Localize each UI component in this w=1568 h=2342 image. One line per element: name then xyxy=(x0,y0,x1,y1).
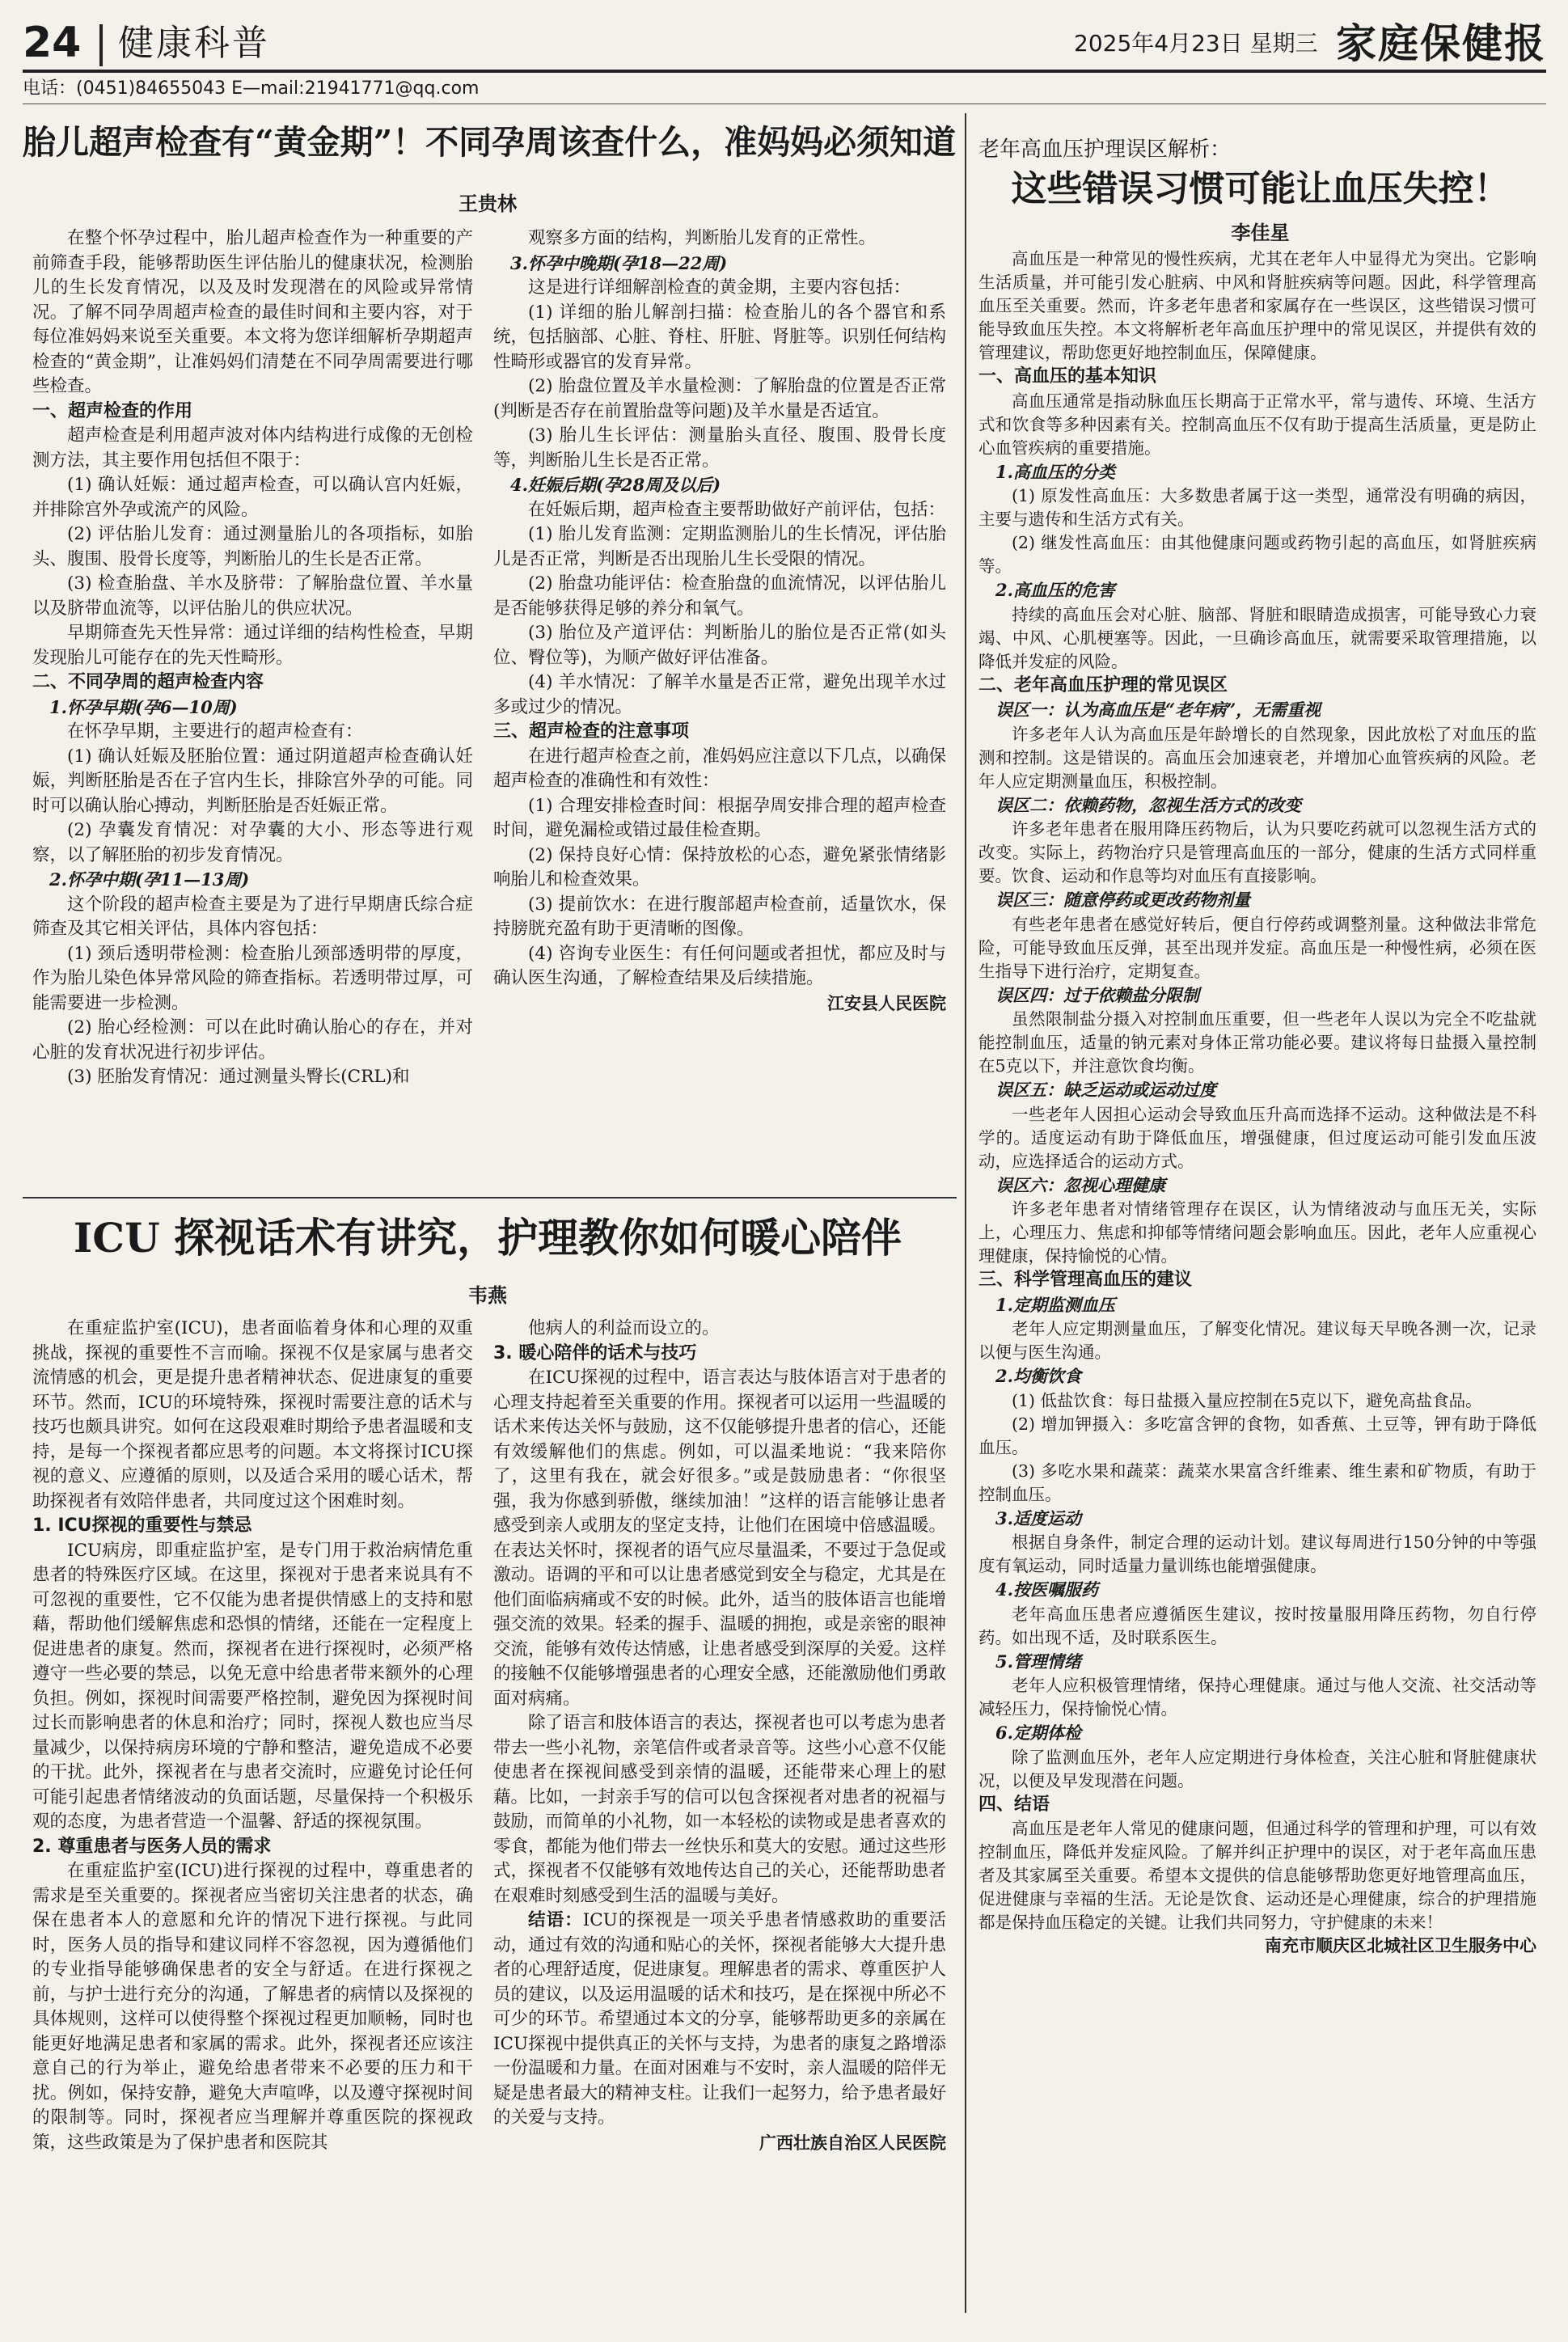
subheading: 2.高血压的危害 xyxy=(995,580,1115,600)
paragraph: 在整个怀孕过程中，胎儿超声检查作为一种重要的产前筛查手段，能够帮助医生评估胎儿的健康状况，检测胎儿的生长发育情况，以及及时发现潜在的风险或异常情况。了解不同孕周超声检查的最佳时间和主要内容，对于每位准妈妈来说至关重要。本文将为您详细解析孕期超声检查的“黄金期”，让准妈妈们清楚在不同孕周需要进行哪些检查。 xyxy=(32,228,473,396)
paragraph: (1) 详细的胎儿解剖扫描：检查胎儿的各个器官和系统，包括脑部、心脏、脊柱、肝脏、肾脏等。识别任何结构性畸形或器官的发育异常。 xyxy=(493,302,946,372)
paragraph: 除了语言和肢体语言的表达，探视者也可以考虑为患者带去一些小礼物，亲笔信件或者录音等。这些小心意不仅能使患者在探视间感受到亲情的温暖，还能带来心理上的慰藉。比如，一封亲手写的信可以包含探视者对患者的祝福与鼓励，而简单的小礼物，如一本轻松的读物或是患者喜欢的零食，都能为他们带去一丝快乐和莫大的安慰。通过这些形式，探视者不仅能够有效地传达自己的关心，还能帮助患者在艰难时刻感受到生活的温暖与美好。 xyxy=(493,1713,946,1906)
section-heading: 一、高血压的基本知识 xyxy=(978,366,1157,387)
subheading: 误区四：过于依赖盐分限制 xyxy=(995,984,1199,1005)
paragraph: (3) 胚胎发育情况：通过测量头臀长(CRL)和 xyxy=(67,1067,410,1087)
paragraph: 根据自身条件，制定合理的运动计划。建议每周进行150分钟的中等强度有氧运动，同时适量力量训练也能增强健康。 xyxy=(978,1532,1536,1575)
paragraph: (1) 颈后透明带检测：检查胎儿颈部透明带的厚度，作为胎儿染色体异常风险的筛查指标。若透明带过厚，可能需要进一步检测。 xyxy=(32,943,473,1013)
article-column xyxy=(493,226,946,1181)
paragraph: (3) 胎位及产道评估：判断胎儿的胎位是否正常(如头位、臀位等)，为顺产做好评估准备。 xyxy=(493,623,946,668)
subheading: 5.管理情绪 xyxy=(995,1651,1081,1672)
conclusion-text: ICU的探视是一项关乎患者情感救助的重要活动，通过有效的沟通和贴心的关怀，探视者能够大大提升患者的心理舒适度，促进康复。理解患者的需求、尊重医护人员的建议，以及运用温暖的话术和技巧，是在探视中所必不可少的环节。希望通过本文的分享，能够帮助更多的亲属在ICU探视中提供真正的关怀与支持，为患者的康复之路增添一份温暖和力量。在面对困难与不安时，亲人温暖的陪伴无疑是患者最大的精神支柱。让我们一起努力，给予患者最好的关爱与支持。 xyxy=(493,1910,946,2128)
paragraph: 许多老年患者在服用降压药物后，认为只要吃药就可以忽视生活方式的改变。实际上，药物治疗只是管理高血压的一部分，健康的生活方式同样重要。饮食、运动和作息等均对血压有直接影响。 xyxy=(978,819,1536,886)
subheading: 4.妊娠后期(孕28周及以后) xyxy=(510,475,721,495)
paragraph: 高血压是一种常见的慢性疾病，尤其在老年人中显得尤为突出。它影响生活质量，并可能引发心脏病、中风和肾脏疾病等问题。因此，科学管理高血压至关重要。然而，许多老年患者和家属存在一些误区，这些错误习惯可能导致血压失控。本文将解析老年高血压护理中的常见误区，并提供有效的管理建议，帮助您更好地控制血压，保障健康。 xyxy=(978,249,1536,362)
masthead-divider xyxy=(99,24,103,66)
newspaper-name: 家庭保健报 xyxy=(1336,19,1546,67)
subheading: 误区一：认为高血压是“老年病”，无需重视 xyxy=(995,700,1321,720)
column-divider xyxy=(965,113,966,2313)
paragraph: (1) 原发性高血压：大多数患者属于这一类型，通常没有明确的病因，主要与遗传和生活方式有关。 xyxy=(978,486,1536,529)
paragraph: 超声检查是利用超声波对体内结构进行成像的无创检测方法，其主要作用包括但不限于： xyxy=(32,425,473,471)
paragraph: 早期筛查先天性异常：通过详细的结构性检查，早期发现胎儿可能存在的先天性畸形。 xyxy=(32,623,473,668)
subheading: 1.高血压的分类 xyxy=(995,461,1115,482)
paragraph: (2) 胎盘位置及羊水量检测：了解胎盘的位置是否正常(判断是否存在前置胎盘等问题)及羊水量是否适宜。 xyxy=(493,376,946,421)
subheading: 2.均衡饮食 xyxy=(995,1366,1081,1386)
contact-line: 电话：(0451)84655043 E—mail:21941771@qq.com xyxy=(23,78,480,99)
paragraph: 一些老年人因担心运动会导致血压升高而选择不运动。这种做法是不科学的。适度运动有助于降低血压，增强健康，但过度运动可能引发血压波动，应选择适合的运动方式。 xyxy=(978,1104,1536,1171)
paragraph: 这是进行详细解剖检查的黄金期，主要内容包括： xyxy=(528,277,911,298)
paragraph: 有些老年患者在感觉好转后，便自行停药或调整剂量。这种做法非常危险，可能导致血压反弹，甚至出现并发症。高血压是一种慢性病，必须在医生指导下进行治疗，定期复查。 xyxy=(978,914,1536,981)
article-column xyxy=(493,1317,946,2319)
masthead-rule xyxy=(23,70,1546,73)
subheading: 误区五：缺乏运动或运动过度 xyxy=(995,1080,1216,1100)
article-title-icu: ICU 探视话术有讲究，护理教你如何暖心陪伴 xyxy=(73,1214,902,1262)
affiliation-signature: 南充市顺庆区北城社区卫生服务中心 xyxy=(1265,1936,1536,1955)
article-author-icu: 韦燕 xyxy=(468,1284,507,1307)
paragraph: 在怀孕早期，主要进行的超声检查有： xyxy=(67,721,363,742)
paragraph: (2) 评估胎儿发育：通过测量胎儿的各项指标，如胎头、腹围、股骨长度等，判断胎儿的生长是否正常。 xyxy=(32,524,473,569)
section-heading: 1. ICU探视的重要性与禁忌 xyxy=(32,1516,252,1536)
subheading: 4.按医嘱服药 xyxy=(995,1579,1098,1600)
paragraph: (2) 胎心经检测：可以在此时确认胎心的存在，并对心脏的发育状况进行初步评估。 xyxy=(32,1017,473,1063)
paragraph: 在进行超声检查之前，准妈妈应注意以下几点，以确保超声检查的准确性和有效性： xyxy=(493,746,946,791)
article-title-ultrasound: 胎儿超声检查有“黄金期”！不同孕周该查什么，准妈妈必须知道 xyxy=(23,123,957,162)
paragraph: (3) 检查胎盘、羊水及脐带：了解胎盘位置、羊水量以及脐带血流等，以评估胎儿的供应状况。 xyxy=(32,573,473,619)
paragraph: 许多老年患者对情绪管理存在误区，认为情绪波动与血压无关，实际上，心理压力、焦虑和抑郁等情绪问题会影响血压。因此，老年人应重视心理健康，保持愉悦的心情。 xyxy=(978,1199,1536,1266)
article-divider xyxy=(23,1197,957,1198)
paragraph: ICU病房，即重症监护室，是专门用于救治病情危重患者的特殊医疗区域。在这里，探视对于患者来说具有不可忽视的重要性，它不仅能为患者提供情感上的支持和慰藉，帮助他们缓解焦虑和恐惧的情绪，还能在一定程度上促进患者的康复。然而，探视者在进行探视时，必须严格遵守一些必要的禁忌，以免无意中给患者带来额外的心理负担。例如，探视时间需要严格控制，避免因为探视时间过长而影响患者的休息和治疗；同时，探视人数也应当尽量减少，以保持病房环境的宁静和整洁，避免造成不必要的干扰。此外，探视者在与患者交流时，应避免讨论任何可能引起患者情绪波动的负面话题，尽量保持一个积极乐观的态度，为患者营造一个温馨、舒适的探视氛围。 xyxy=(32,1540,473,1832)
paragraph: 在妊娠后期，超声检查主要帮助做好产前评估，包括： xyxy=(528,499,946,520)
paragraph: (1) 低盐饮食：每日盐摄入量应控制在5克以下，避免高盐食品。 xyxy=(1012,1390,1482,1410)
paragraph: (2) 增加钾摄入：多吃富含钾的食物，如香蕉、土豆等，钾有助于降低血压。 xyxy=(978,1414,1536,1457)
paragraph: 虽然限制盐分摄入对控制血压重要，但一些老年人误以为完全不吃盐就能控制血压，适量的钠元素对身体正常功能必要。建议将每日盐摄入量控制在5克以下，并注意饮食均衡。 xyxy=(978,1009,1536,1076)
article-author-hypertension: 李佳星 xyxy=(1231,222,1290,244)
paragraph: 老年人应积极管理情绪，保持心理健康。通过与他人交流、社交活动等减轻压力，保持愉悦心情。 xyxy=(978,1676,1536,1718)
conclusion-label: 结语： xyxy=(528,1910,583,1930)
section-heading: 二、老年高血压护理的常见误区 xyxy=(978,674,1228,695)
article-author-ultrasound: 王贵林 xyxy=(459,192,517,215)
article-column xyxy=(978,247,1536,2318)
paragraph: 老年人应定期测量血压，了解变化情况。建议每天早晚各测一次，记录以便与医生沟通。 xyxy=(978,1319,1536,1362)
article-title-hypertension: 这些错误习惯可能让血压失控！ xyxy=(1011,168,1510,209)
article-column xyxy=(32,226,473,1181)
subheading: 3.怀孕中晚期(孕18—22周) xyxy=(510,252,728,273)
paragraph: (1) 确认妊娠及胚胎位置：通过阴道超声检查确认妊娠，判断胚胎是否在子宫内生长，排除宫外孕的可能。同时可以确认胎心搏动，判断胚胎是否妊娠正常。 xyxy=(32,746,473,816)
paragraph: 高血压是老年人常见的健康问题，但通过科学的管理和护理，可以有效控制血压，降低并发症风险。了解并纠正护理中的误区，对于老年高血压患者及其家属至关重要。希望本文提供的信息能够帮助您更好地管理高血压，促进健康与幸福的生活。无论是饮食、运动还是心理健康，综合的护理措施都是保持血压稳定的关键。让我们共同努力，守护健康的未来！ xyxy=(978,1819,1536,1932)
paragraph: 高血压通常是指动脉血压长期高于正常水平，常与遗传、环境、生活方式和饮食等多种因素有关。控制高血压不仅有助于提高生活质量，更是防止心血管疾病的重要措施。 xyxy=(978,391,1536,458)
subheading: 1.定期监测血压 xyxy=(995,1294,1115,1315)
article-column xyxy=(32,1317,473,2319)
affiliation-signature: 广西壮族自治区人民医院 xyxy=(759,2133,946,2153)
paragraph: 持续的高血压会对心脏、脑部、肾脏和眼睛造成损害，可能导致心力衰竭、中风、心肌梗塞等。因此，一旦确诊高血压，就需要采取管理措施，以降低并发症的风险。 xyxy=(978,604,1536,671)
paragraph: (4) 羊水情况：了解羊水量是否正常，避免出现羊水过多或过少的情况。 xyxy=(493,672,946,717)
section-name: 健康科普 xyxy=(118,23,270,64)
paragraph: (2) 胎盘功能评估：检查胎盘的血流情况，以评估胎儿是否能够获得足够的养分和氧气。 xyxy=(493,573,946,619)
paragraph: 在ICU探视的过程中，语言表达与肢体语言对于患者的心理支持起着至关重要的作用。探视者可以运用一些温暖的话术来传达关怀与鼓励，这不仅能够提升患者的信心，还能有效缓解他们的焦虑。例如，可以温柔地说：“我来陪你了，这里有我在，就会好很多。”或是鼓励患者：“你很坚强，我为你感到骄傲，继续加油！”这样的语言能够让患者感受到亲人或朋友的坚定支持，让他们在困境中倍感温暖。在表达关怀时，探视者的语气应尽量温柔，不要过于急促或激动。语调的平和可以让患者感觉到安全与稳定，尤其是在他们面临病痛或不安的时候。此外，适当的肢体语言也能增强交流的效果。轻柔的握手、温暖的拥抱，或是亲密的眼神交流，能够有效传达情感，让患者感受到深厚的关爱。这样的接触不仅能够增强患者的心理安全感，还能激励他们勇敢面对病痛。 xyxy=(493,1368,946,1709)
section-heading: 2. 尊重患者与医务人员的需求 xyxy=(32,1836,272,1857)
subheading: 2.怀孕中期(孕11—13周) xyxy=(49,869,250,890)
paragraph: (1) 确认妊娠：通过超声检查，可以确认宫内妊娠，并排除宫外孕或流产的风险。 xyxy=(32,475,473,520)
subheading: 3.适度运动 xyxy=(995,1507,1081,1528)
section-heading: 3. 暖心陪伴的话术与技巧 xyxy=(493,1342,697,1363)
paragraph: (2) 保持良好心情：保持放松的心态，避免紧张情绪影响胎儿和检查效果。 xyxy=(493,844,946,890)
section-heading: 二、不同孕周的超声检查内容 xyxy=(32,672,264,692)
paragraph: (1) 胎儿发育监测：定期监测胎儿的生长情况，评估胎儿是否正常，判断是否出现胎儿生长受限的情况。 xyxy=(493,524,946,569)
paragraph: 这个阶段的超声检查主要是为了进行早期唐氏综合症筛查及其它相关评估，具体内容包括： xyxy=(32,894,473,939)
paragraph: (2) 孕囊发育情况：对孕囊的大小、形态等进行观察，以了解胚胎的初步发育情况。 xyxy=(32,820,473,865)
paragraph: 除了监测血压外，老年人应定期进行身体检查，关注心脏和肾脏健康状况，以便及早发现潜在问题。 xyxy=(978,1747,1536,1790)
paragraph xyxy=(493,1909,946,2131)
paragraph: (3) 胎儿生长评估：测量胎头直径、腹围、股骨长度等，判断胎儿生长是否正常。 xyxy=(493,425,946,471)
section-heading: 四、结语 xyxy=(978,1794,1050,1815)
article-kicker-hypertension: 老年高血压护理误区解析： xyxy=(978,137,1232,162)
paragraph: 老年高血压患者应遵循医生建议，按时按量服用降压药物，勿自行停药。如出现不适，及时联系医生。 xyxy=(978,1604,1536,1647)
issue-date: 2025年4月23日 星期三 xyxy=(1074,30,1318,57)
page-number: 24 xyxy=(23,19,82,67)
subheading: 误区二：依赖药物，忽视生活方式的改变 xyxy=(995,794,1301,815)
paragraph: (1) 合理安排检查时间：根据孕周安排合理的超声检查时间，避免漏检或错过最佳检查期。 xyxy=(493,795,946,840)
affiliation-signature: 江安县人民医院 xyxy=(827,993,946,1013)
paragraph: 许多老年人认为高血压是年龄增长的自然现象，因此放松了对血压的监测和控制。这是错误的。高血压会加速衰老，并增加心血管疾病的风险。老年人应定期测量血压，积极控制。 xyxy=(978,724,1536,791)
paragraph: 在重症监护室(ICU)进行探视的过程中，尊重患者的需求是至关重要的。探视者应当密切关注患者的状态，确保在患者本人的意愿和允许的情况下进行探视。与此同时，医务人员的指导和建议同样不容忽视，因为遵循他们的专业指导能够确保患者的安全与舒适。在进行探视之前，与护士进行充分的沟通，了解患者的病情以及探视的具体规则，这样可以使得整个探视过程更加顺畅，同时也能更好地满足患者和家属的需求。此外，探视者还应该注意自己的行为举止，避免给患者带来不必要的压力和干扰。例如，保持安静，避免大声喧哗，以及遵守探视时间的限制等。同时，探视者应当理解并尊重医院的探视政策，这些政策是为了保护患者和医院其 xyxy=(32,1861,473,2153)
paragraph: (3) 提前饮水：在进行腹部超声检查前，适量饮水，保持膀胱充盈有助于更清晰的图像。 xyxy=(493,894,946,939)
subheading: 1.怀孕早期(孕6—10周) xyxy=(49,696,238,717)
subheading: 误区三：随意停药或更改药物剂量 xyxy=(995,890,1250,910)
subheading: 误区六：忽视心理健康 xyxy=(995,1174,1165,1195)
section-heading: 三、超声检查的注意事项 xyxy=(493,721,690,742)
paragraph: (4) 咨询专业医生：有任何问题或者担忧，都应及时与确认医生沟通，了解检查结果及后续措施。 xyxy=(493,943,946,988)
section-heading: 一、超声检查的作用 xyxy=(32,400,193,421)
section-heading: 三、科学管理高血压的建议 xyxy=(978,1270,1193,1290)
paragraph: 他病人的利益而设立的。 xyxy=(528,1318,720,1338)
paragraph: 观察多方面的结构，判断胎儿发育的正常性。 xyxy=(528,228,877,248)
subheading: 6.定期体检 xyxy=(995,1723,1081,1743)
paragraph: (3) 多吃水果和蔬菜：蔬菜水果富含纤维素、维生素和矿物质，有助于控制血压。 xyxy=(978,1461,1536,1504)
paragraph: (2) 继发性高血压：由其他健康问题或药物引起的高血压，如肾脏疾病等。 xyxy=(978,533,1536,576)
paragraph: 在重症监护室(ICU)，患者面临着身体和心理的双重挑战，探视的重要性不言而喻。探视不仅是家属与患者交流情感的机会，更是提升患者精神状态、促进康复的重要环节。然而，ICU的环境特殊，探视时需要注意的话术与技巧也颇具讲究。如何在这段艰难时期给予患者温暖和支持，是每一个探视者都应思考的问题。本文将探讨ICU探视的意义、应遵循的原则，以及适合采用的暖心话术，帮助探视者有效陪伴患者，共同度过这个困难时刻。 xyxy=(32,1318,473,1511)
